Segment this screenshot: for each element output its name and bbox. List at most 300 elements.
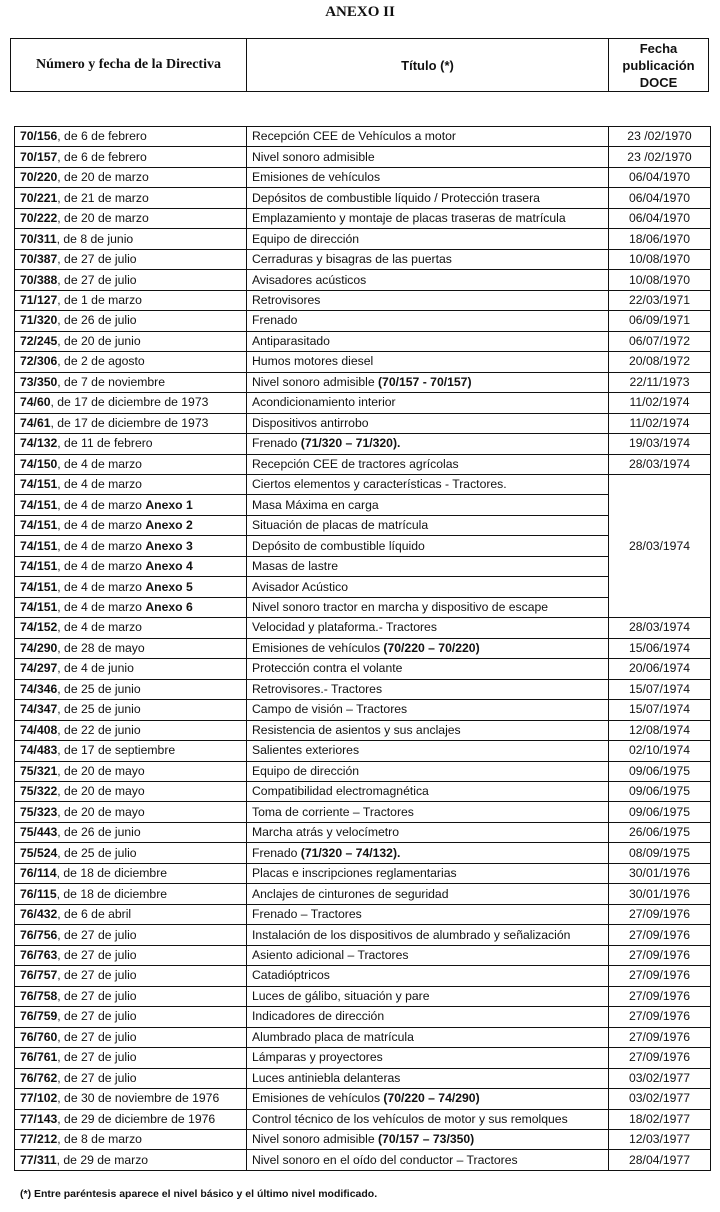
directive-title: Toma de corriente – Tractores <box>252 804 414 819</box>
directive-number: 76/760 <box>20 1029 58 1044</box>
table-row <box>15 536 711 556</box>
title-cell <box>247 741 609 761</box>
directive-number: 77/212 <box>20 1132 58 1147</box>
directive-title: Equipo de dirección <box>252 763 360 778</box>
table-row <box>15 884 711 904</box>
table-row <box>15 966 711 986</box>
directive-date: , de 20 de marzo <box>57 170 149 185</box>
directive-number: 72/306 <box>20 354 58 369</box>
title-cell <box>247 290 609 310</box>
directive-date: , de 27 de julio <box>57 1050 137 1065</box>
directives-table-body <box>15 127 711 1171</box>
directive-date: , de 20 de junio <box>57 333 141 348</box>
directive-date: , de 27 de julio <box>57 947 137 962</box>
table-row <box>15 208 711 228</box>
directive-cell <box>15 270 247 290</box>
directive-cell <box>15 1129 247 1149</box>
publication-date-cell: 23 /02/1970 <box>609 147 711 167</box>
directive-title: Retrovisores <box>252 292 321 307</box>
directive-title: Indicadores de dirección <box>252 1009 385 1024</box>
directive-date: , de 4 de marzo <box>57 600 146 615</box>
directive-title: Nivel sonoro admisible <box>252 1132 378 1147</box>
table-row <box>15 679 711 699</box>
table-row <box>15 700 711 720</box>
table-row <box>15 434 711 454</box>
directive-date: , de 2 de agosto <box>57 354 145 369</box>
directive-number: 74/60 <box>20 395 51 410</box>
title-cell <box>247 311 609 331</box>
modification-range: (70/157 - 70/157) <box>378 374 472 389</box>
directive-title: Asiento adicional – Tractores <box>252 947 409 962</box>
directive-date: , de 17 de septiembre <box>57 743 176 758</box>
title-cell <box>247 720 609 740</box>
directive-title: Control técnico de los vehículos de motor y sus remolques <box>252 1111 568 1126</box>
directive-title: Equipo de dirección <box>252 231 360 246</box>
directive-date: , de 4 de marzo <box>57 538 146 553</box>
directive-cell <box>15 249 247 269</box>
table-row <box>15 986 711 1006</box>
directive-date: , de 18 de diciembre <box>56 886 168 901</box>
directive-cell <box>15 208 247 228</box>
directive-title: Dispositivos antirrobo <box>252 415 369 430</box>
directive-cell <box>15 556 247 576</box>
title-cell <box>247 454 609 474</box>
directive-date: , de 27 de julio <box>57 1009 137 1024</box>
directive-cell <box>15 474 247 494</box>
modification-range: (70/157 – 73/350) <box>378 1132 475 1147</box>
title-cell <box>247 822 609 842</box>
publication-date-cell: 09/06/1975 <box>609 782 711 802</box>
directive-number: 77/311 <box>20 1152 57 1167</box>
directive-number: 70/388 <box>20 272 58 287</box>
directive-cell <box>15 331 247 351</box>
title-cell <box>247 802 609 822</box>
directive-cell <box>15 229 247 249</box>
directive-date: , de 17 de diciembre de 1973 <box>50 395 209 410</box>
directive-number: 74/297 <box>20 661 58 676</box>
directive-number: 76/762 <box>20 1070 58 1085</box>
directive-date: , de 4 de marzo <box>57 620 142 635</box>
directive-title: Frenado <box>252 845 301 860</box>
title-cell <box>247 536 609 556</box>
directive-cell <box>15 986 247 1006</box>
title-cell <box>247 679 609 699</box>
directive-number: 74/290 <box>20 640 58 655</box>
publication-date-cell: 27/09/1976 <box>609 1007 711 1027</box>
directive-cell <box>15 577 247 597</box>
directive-date: , de 1 de marzo <box>57 292 142 307</box>
directive-number: 76/756 <box>20 927 58 942</box>
directive-cell <box>15 434 247 454</box>
table-row <box>15 782 711 802</box>
directive-title: Recepción CEE de Vehículos a motor <box>252 129 456 144</box>
table-row <box>15 372 711 392</box>
directive-cell <box>15 1007 247 1027</box>
directive-cell <box>15 597 247 617</box>
directive-date: , de 26 de julio <box>57 313 137 328</box>
title-cell <box>247 495 609 515</box>
directive-title: Catadióptricos <box>252 968 330 983</box>
directive-date: , de 29 de diciembre de 1976 <box>57 1111 216 1126</box>
directive-title: Instalación de los dispositivos de alumbrado y señalización <box>252 927 571 942</box>
directive-number: 74/483 <box>20 743 58 758</box>
directive-date: , de 27 de julio <box>57 927 137 942</box>
title-cell <box>247 843 609 863</box>
title-cell <box>247 556 609 576</box>
table-row <box>15 127 711 147</box>
directive-title: Avisadores acústicos <box>252 272 367 287</box>
table-row <box>15 577 711 597</box>
directive-cell <box>15 311 247 331</box>
title-cell <box>247 515 609 535</box>
directive-date: , de 8 de marzo <box>57 1132 142 1147</box>
directives-table <box>14 126 711 1171</box>
directive-title: Frenado – Tractores <box>252 907 362 922</box>
publication-date-cell: 27/09/1976 <box>609 1048 711 1068</box>
header-title: Título (*) <box>247 39 609 91</box>
publication-date-cell: 06/04/1970 <box>609 208 711 228</box>
table-row <box>15 802 711 822</box>
directive-title: Emisiones de vehículos <box>252 170 381 185</box>
table-row <box>15 249 711 269</box>
publication-date-cell: 27/09/1976 <box>609 925 711 945</box>
directive-date: , de 29 de marzo <box>56 1152 149 1167</box>
title-cell <box>247 782 609 802</box>
directive-date: , de 20 de marzo <box>57 211 149 226</box>
directive-date: , de 28 de mayo <box>57 640 145 655</box>
title-cell <box>247 577 609 597</box>
publication-date-cell: 22/11/1973 <box>609 372 711 392</box>
directive-title: Alumbrado placa de matrícula <box>252 1029 414 1044</box>
directive-title: Humos motores diesel <box>252 354 374 369</box>
directive-title: Acondicionamiento interior <box>252 395 396 410</box>
title-cell <box>247 1007 609 1027</box>
directive-date: , de 6 de febrero <box>57 149 147 164</box>
directive-number: 76/759 <box>20 1009 58 1024</box>
directive-date: , de 25 de julio <box>57 845 137 860</box>
directive-date: , de 27 de julio <box>57 252 137 267</box>
directive-annex: Anexo 4 <box>145 559 193 574</box>
publication-date-cell: 18/06/1970 <box>609 229 711 249</box>
title-cell <box>247 331 609 351</box>
table-row <box>15 1048 711 1068</box>
publication-date-cell: 18/02/1977 <box>609 1109 711 1129</box>
directive-annex: Anexo 2 <box>145 518 193 533</box>
directive-title: Nivel sonoro tractor en marcha y dispositivo de escape <box>252 600 549 615</box>
title-cell <box>247 1109 609 1129</box>
modification-range: (71/320 – 71/320). <box>300 436 401 451</box>
table-row <box>15 495 711 515</box>
directive-number: 75/323 <box>20 804 58 819</box>
publication-date-cell: 20/06/1974 <box>609 659 711 679</box>
table-row <box>15 863 711 883</box>
directive-date: , de 7 de noviembre <box>57 374 166 389</box>
directive-title: Compatibilidad electromagnética <box>252 784 429 799</box>
directive-cell <box>15 700 247 720</box>
publication-date-cell: 28/03/1974 <box>609 618 711 638</box>
directive-number: 74/132 <box>20 436 58 451</box>
directive-cell <box>15 413 247 433</box>
publication-date-cell: 06/04/1970 <box>609 167 711 187</box>
directive-number: 76/115 <box>20 886 57 901</box>
publication-date-cell: 08/09/1975 <box>609 843 711 863</box>
directive-date: , de 6 de febrero <box>57 129 147 144</box>
directive-annex: Anexo 6 <box>145 600 193 615</box>
table-row <box>15 761 711 781</box>
publication-date-cell: 03/02/1977 <box>609 1089 711 1109</box>
directive-annex: Anexo 5 <box>145 579 193 594</box>
directive-number: 70/156 <box>20 129 58 144</box>
directive-title: Recepción CEE de tractores agrícolas <box>252 456 459 471</box>
directive-date: , de 4 de marzo <box>57 456 142 471</box>
table-row <box>15 311 711 331</box>
table-row <box>15 741 711 761</box>
publication-date-cell: 30/01/1976 <box>609 863 711 883</box>
directive-title: Marcha atrás y velocímetro <box>252 825 399 840</box>
table-row <box>15 1109 711 1129</box>
publication-date-cell: 09/06/1975 <box>609 761 711 781</box>
directive-title: Frenado <box>252 313 298 328</box>
publication-date-cell: 10/08/1970 <box>609 270 711 290</box>
title-cell <box>247 618 609 638</box>
directive-number: 76/763 <box>20 947 58 962</box>
directive-date: , de 4 de marzo <box>57 579 146 594</box>
directive-number: 70/157 <box>20 149 58 164</box>
directive-title: Campo de visión – Tractores <box>252 702 408 717</box>
directive-cell <box>15 782 247 802</box>
publication-date-cell: 15/07/1974 <box>609 679 711 699</box>
directive-number: 70/220 <box>20 170 58 185</box>
directive-date: , de 11 de febrero <box>57 436 153 451</box>
title-cell <box>247 413 609 433</box>
title-cell <box>247 1027 609 1047</box>
publication-date-cell: 15/06/1974 <box>609 638 711 658</box>
directive-number: 73/350 <box>20 374 58 389</box>
publication-date-cell: 06/09/1971 <box>609 311 711 331</box>
publication-date-cell: 27/09/1976 <box>609 1027 711 1047</box>
header-directive: Número y fecha de la Directiva <box>11 39 247 91</box>
directive-number: 74/346 <box>20 681 58 696</box>
title-cell <box>247 945 609 965</box>
directive-date: , de 27 de julio <box>57 1029 137 1044</box>
directive-title: Emplazamiento y montaje de placas traseras de matrícula <box>252 211 566 226</box>
directive-date: , de 27 de julio <box>57 1070 137 1085</box>
directive-title: Antiparasitado <box>252 333 330 348</box>
directive-title: Lámparas y proyectores <box>252 1050 383 1065</box>
directive-number: 76/757 <box>20 968 58 983</box>
title-cell <box>247 188 609 208</box>
table-row <box>15 720 711 740</box>
table-row <box>15 1027 711 1047</box>
publication-date-cell: 27/09/1976 <box>609 966 711 986</box>
publication-date-cell: 27/09/1976 <box>609 945 711 965</box>
directive-number: 74/152 <box>20 620 58 635</box>
directive-cell <box>15 822 247 842</box>
directive-number: 70/221 <box>20 190 58 205</box>
directive-title: Emisiones de vehículos <box>252 640 384 655</box>
directive-number: 76/761 <box>20 1050 58 1065</box>
directive-number: 74/150 <box>20 456 58 471</box>
publication-date-cell: 26/06/1975 <box>609 822 711 842</box>
directive-number: 76/758 <box>20 988 58 1003</box>
directive-cell <box>15 679 247 699</box>
table-row <box>15 904 711 924</box>
table-row <box>15 393 711 413</box>
directive-number: 75/524 <box>20 845 58 860</box>
directive-title: Masa Máxima en carga <box>252 497 379 512</box>
header-publication-date: Fecha publicación DOCE <box>622 40 695 90</box>
directive-title: Nivel sonoro admisible <box>252 374 378 389</box>
directive-number: 74/151 <box>20 559 58 574</box>
directive-title: Ciertos elementos y características - Tractores. <box>252 477 507 492</box>
directive-date: , de 20 de mayo <box>57 784 145 799</box>
title-cell <box>247 761 609 781</box>
title-cell <box>247 925 609 945</box>
directive-cell <box>15 1027 247 1047</box>
directive-date: , de 27 de julio <box>57 272 137 287</box>
directive-date: , de 4 de junio <box>57 661 134 676</box>
table-row <box>15 167 711 187</box>
table-row <box>15 925 711 945</box>
directive-number: 72/245 <box>20 333 58 348</box>
title-cell <box>247 1089 609 1109</box>
title-cell <box>247 1129 609 1149</box>
table-row <box>15 1068 711 1088</box>
directive-cell <box>15 659 247 679</box>
title-cell <box>247 1150 609 1170</box>
directive-number: 74/408 <box>20 722 58 737</box>
publication-date-cell: 11/02/1974 <box>609 413 711 433</box>
directive-date: , de 27 de julio <box>57 968 137 983</box>
directive-number: 77/102 <box>20 1091 58 1106</box>
title-cell <box>247 208 609 228</box>
directive-cell <box>15 1048 247 1068</box>
directive-cell <box>15 843 247 863</box>
directive-title: Situación de placas de matrícula <box>252 518 429 533</box>
table-row <box>15 556 711 576</box>
directive-cell <box>15 372 247 392</box>
directive-cell <box>15 1089 247 1109</box>
directive-date: , de 6 de abril <box>57 907 132 922</box>
directive-date: , de 20 de mayo <box>57 804 145 819</box>
table-row <box>15 188 711 208</box>
directive-cell <box>15 1068 247 1088</box>
table-row <box>15 331 711 351</box>
table-row <box>15 1089 711 1109</box>
directive-cell <box>15 1109 247 1129</box>
publication-date-cell: 12/08/1974 <box>609 720 711 740</box>
title-cell <box>247 1068 609 1088</box>
publication-date-cell: 09/06/1975 <box>609 802 711 822</box>
directive-cell <box>15 741 247 761</box>
directive-cell <box>15 618 247 638</box>
directive-cell <box>15 515 247 535</box>
directive-title: Avisador Acústico <box>252 579 348 594</box>
directive-annex: Anexo 3 <box>145 538 193 553</box>
directive-cell <box>15 720 247 740</box>
publication-date-cell: 03/02/1977 <box>609 1068 711 1088</box>
directive-cell <box>15 290 247 310</box>
directive-date: , de 25 de junio <box>57 681 141 696</box>
directive-date: , de 30 de noviembre de 1976 <box>57 1091 220 1106</box>
title-cell <box>247 659 609 679</box>
directive-title: Frenado <box>252 436 301 451</box>
directive-title: Nivel sonoro en el oído del conductor – Tractores <box>252 1152 518 1167</box>
directive-cell <box>15 188 247 208</box>
table-row <box>15 1007 711 1027</box>
directive-cell <box>15 966 247 986</box>
directive-date: , de 4 de marzo <box>57 518 146 533</box>
modification-range: (70/220 – 70/220) <box>383 640 480 655</box>
directive-number: 74/151 <box>20 600 58 615</box>
directive-date: , de 27 de julio <box>57 988 137 1003</box>
title-cell <box>247 638 609 658</box>
directive-title: Resistencia de asientos y sus anclajes <box>252 722 461 737</box>
title-cell <box>247 700 609 720</box>
directive-number: 70/311 <box>20 231 57 246</box>
directive-cell <box>15 393 247 413</box>
directive-title: Emisiones de vehículos <box>252 1091 384 1106</box>
directive-annex: Anexo 1 <box>145 497 193 512</box>
publication-date-cell: 19/03/1974 <box>609 434 711 454</box>
directive-title: Luces antiniebla delanteras <box>252 1070 401 1085</box>
directive-date: , de 4 de marzo <box>57 477 142 492</box>
publication-date-cell: 12/03/1977 <box>609 1129 711 1149</box>
directive-date: , de 8 de junio <box>56 231 134 246</box>
directive-date: , de 26 de junio <box>57 825 141 840</box>
directive-number: 70/222 <box>20 211 58 226</box>
publication-date-cell: 02/10/1974 <box>609 741 711 761</box>
publication-date-cell: 28/03/1974 <box>609 454 711 474</box>
table-row <box>15 229 711 249</box>
title-cell <box>247 434 609 454</box>
directive-date: , de 17 de diciembre de 1973 <box>50 415 209 430</box>
directive-cell <box>15 761 247 781</box>
directive-cell <box>15 863 247 883</box>
table-row <box>15 270 711 290</box>
directive-cell <box>15 945 247 965</box>
directive-title: Anclajes de cinturones de seguridad <box>252 886 449 901</box>
directive-title: Protección contra el volante <box>252 661 403 676</box>
publication-date-cell: 30/01/1976 <box>609 884 711 904</box>
directive-number: 74/151 <box>20 538 58 553</box>
publication-date-cell: 06/07/1972 <box>609 331 711 351</box>
directive-number: 74/347 <box>20 702 58 717</box>
directive-date: , de 25 de junio <box>57 702 141 717</box>
publication-date-cell: 27/09/1976 <box>609 986 711 1006</box>
table-row <box>15 413 711 433</box>
directive-number: 76/114 <box>20 866 57 881</box>
title-cell <box>247 1048 609 1068</box>
table-row <box>15 945 711 965</box>
title-cell <box>247 393 609 413</box>
directive-date: , de 22 de junio <box>57 722 141 737</box>
directive-cell <box>15 925 247 945</box>
annex-title: ANEXO II <box>325 4 395 20</box>
publication-date-cell: 11/02/1974 <box>609 393 711 413</box>
table-row <box>15 1150 711 1170</box>
title-cell <box>247 229 609 249</box>
directive-cell <box>15 536 247 556</box>
title-cell <box>247 863 609 883</box>
table-row <box>15 352 711 372</box>
directive-cell <box>15 1150 247 1170</box>
directive-title: Nivel sonoro admisible <box>252 149 375 164</box>
table-row <box>15 1129 711 1149</box>
directive-title: Luces de gálibo, situación y pare <box>252 988 430 1003</box>
directive-date: , de 20 de mayo <box>57 763 145 778</box>
title-cell <box>247 167 609 187</box>
